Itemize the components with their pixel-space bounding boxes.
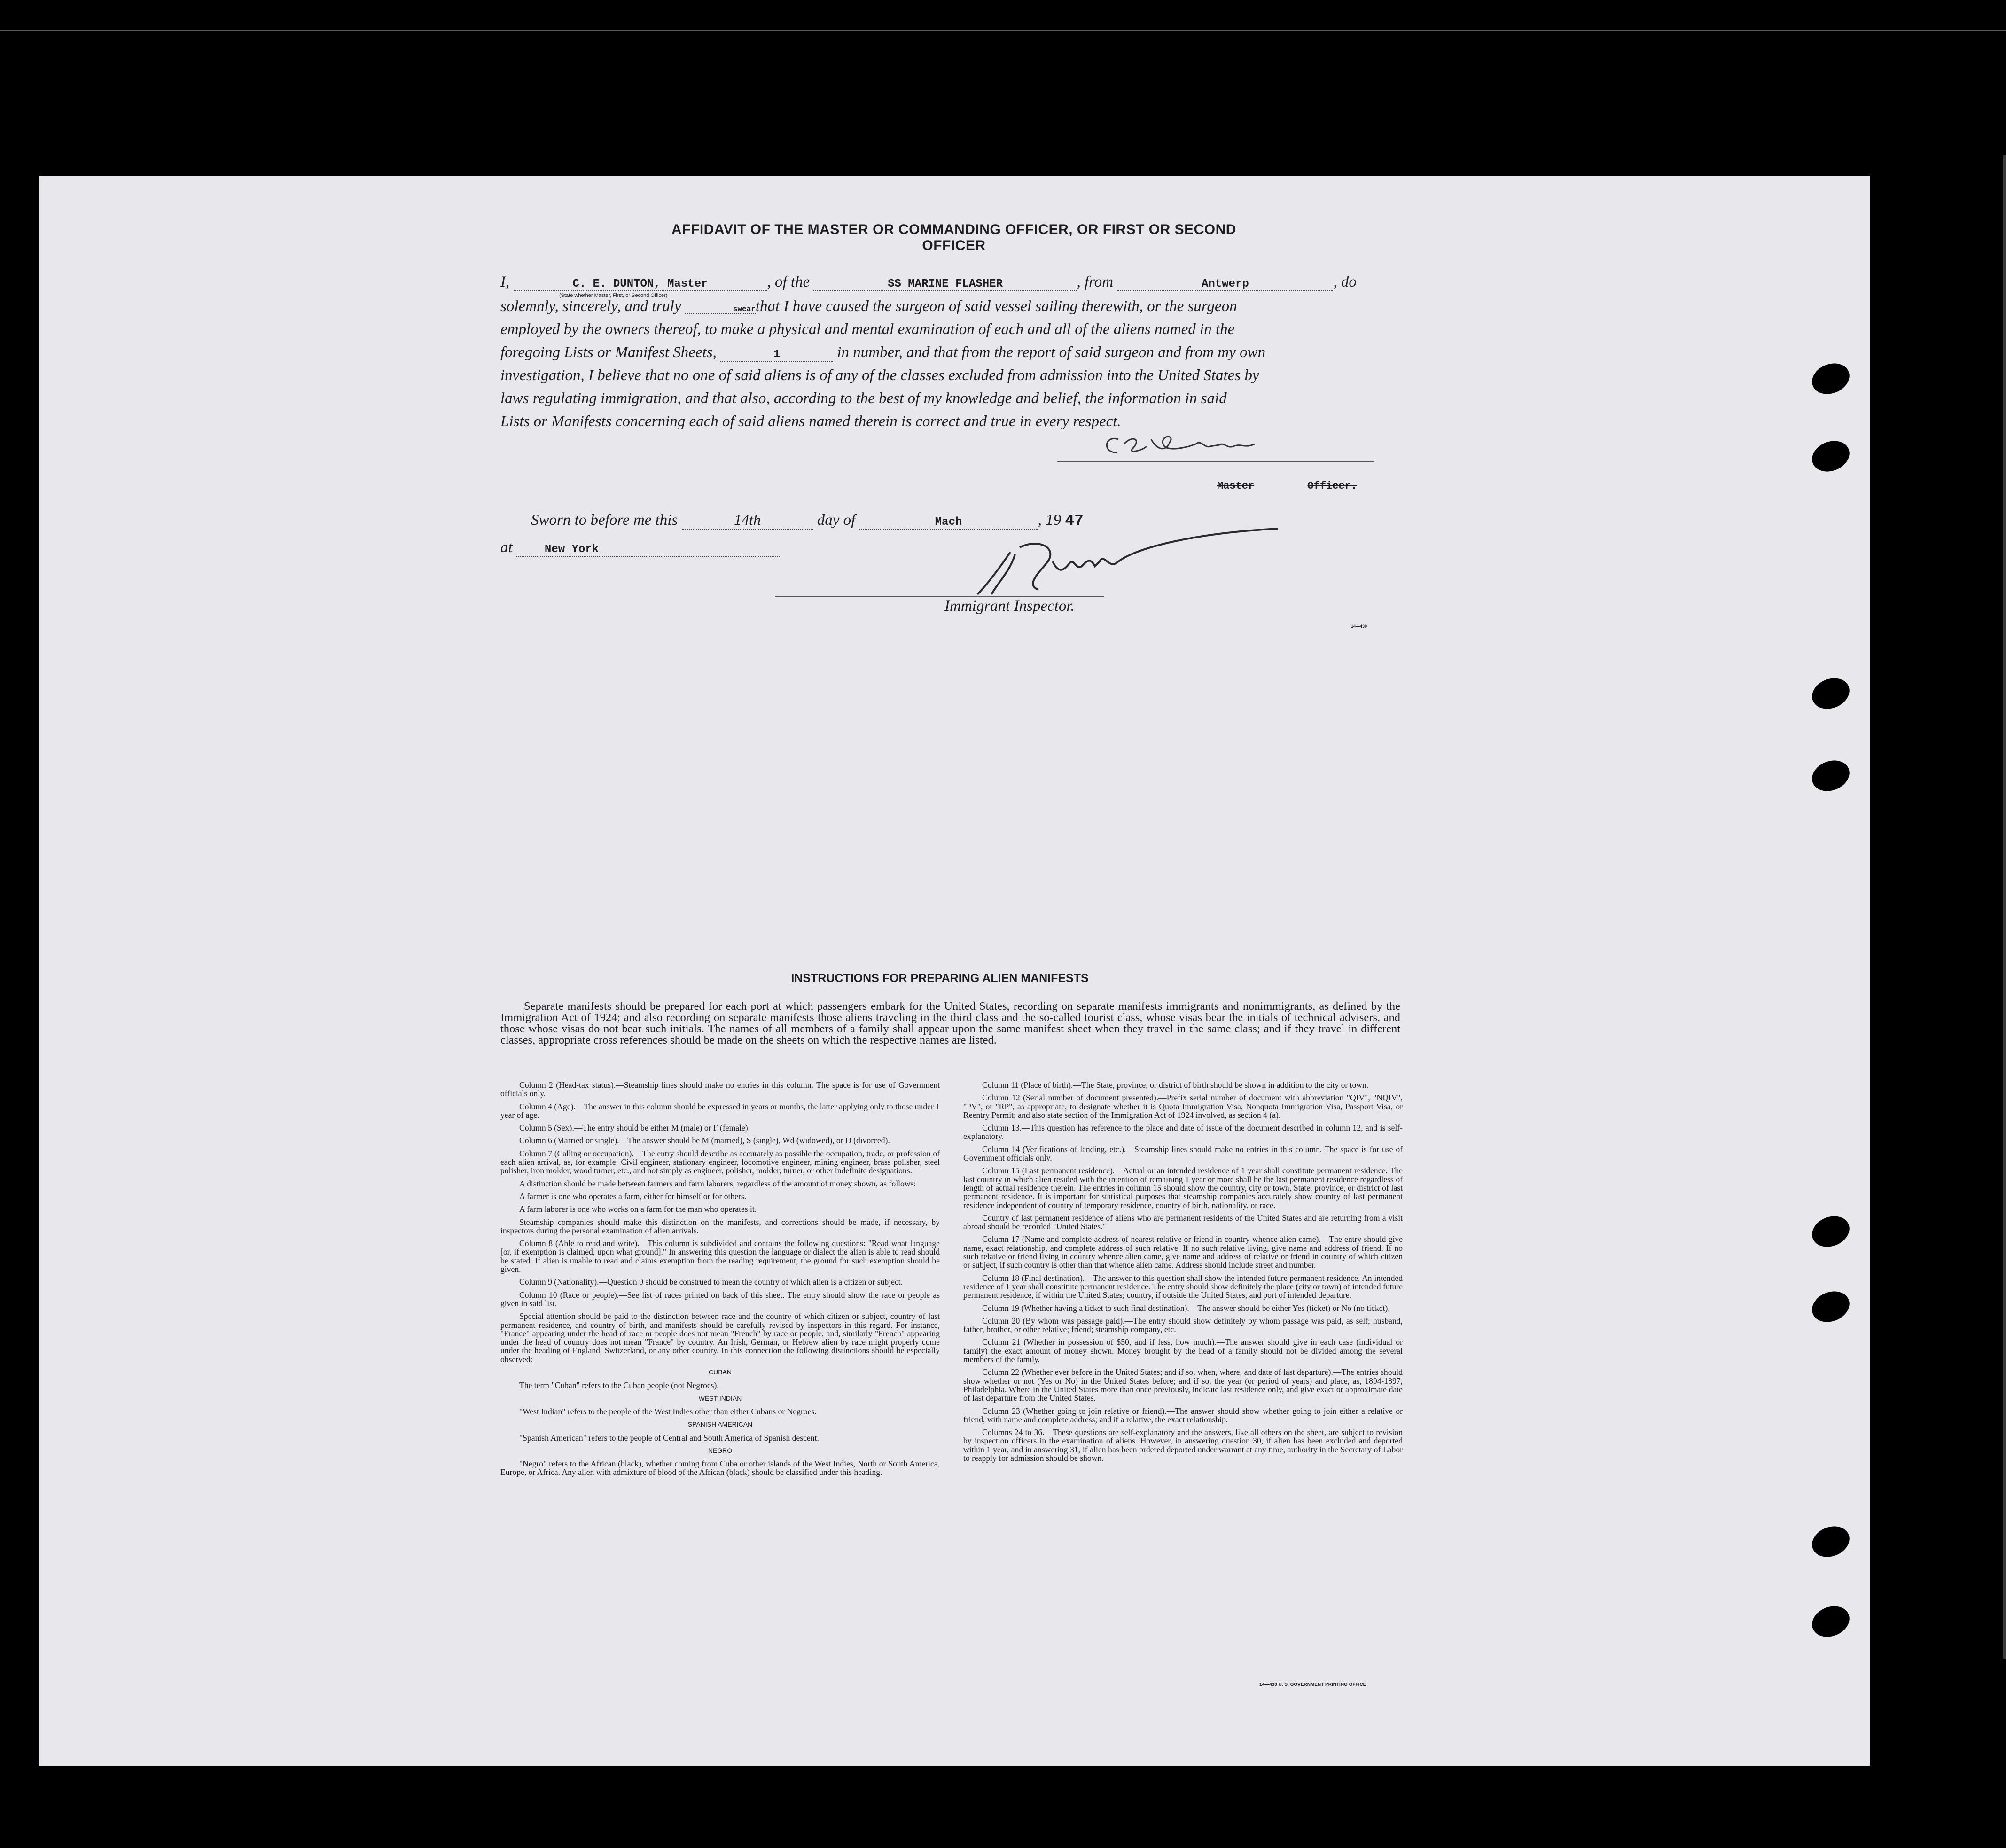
departure-port-field: Antwerp	[1117, 278, 1333, 291]
instruction-paragraph: Column 8 (Able to read and write).—This column is subdivided and contains the following questions: "Read what language [or, if exemption is claimed, upon what ground]." In answering this question the language or dialect the alien is able to read should be stated. If alien is unable to read and claims exemption from the reading requirement, the ground for such exemption should be given.	[500, 1239, 940, 1274]
instruction-paragraph: Column 13.—This question has reference to the place and date of issue of the document described in column 12, and is self-explanatory.	[963, 1123, 1403, 1141]
instruction-paragraph: "West Indian" refers to the people of the West Indies other than either Cubans or Negroes.	[519, 1406, 817, 1416]
instruction-paragraph: A farmer is one who operates a farm, either for himself or for others.	[519, 1191, 747, 1201]
vessel-name-field: SS MARINE FLASHER	[813, 278, 1077, 291]
oath-text: investigation, I believe that no one of said aliens is of any of the classes excluded from admission into the United States by	[500, 367, 1259, 384]
instructions-left-column	[500, 1081, 940, 1481]
oath-text: Lists or Manifests concerning each of said aliens named therein is correct and true in every respect.	[500, 413, 1121, 430]
instructions-intro: Separate manifests should be prepared for each port at which passengers embark for the United States, recording on separate manifests immigrants and nonimmigrants, as defined by the Immigration Act of 1924; and also recording on separate manifests those aliens traveling in the third class and the so-called tourist class, whose visas bear the initials of technical advisers, and those whose visas do not bear such initials. The names of all members of a family shall appear upon the same manifest sheet when they travel in the same class; and if they travel in different classes, appropriate cross references should be made on the sheets on which the respective names are listed.	[500, 1000, 1400, 1046]
inspector-label: Immigrant Inspector.	[944, 598, 1075, 615]
instruction-paragraph: Column 22 (Whether ever before in the United States; and if so, when, where, and date of last departure).—The entries should show whether or not (Yes or No) in the United States before; and if so, the year (or period of years) and place, as, 1894-1897, Philadelphia. Where in the United States more than once previously, indicate last residence only, and give exact or approximate date of last departure from the United States.	[963, 1367, 1403, 1403]
instruction-paragraph: Column 11 (Place of birth).—The State, province, or district of birth should be shown in addition to the city or town.	[982, 1080, 1369, 1090]
instruction-paragraph: Column 19 (Whether having a ticket to such final destination).—The answer should be either Yes (ticket) or No (no ticket).	[982, 1303, 1390, 1313]
swear-field: swear	[685, 305, 756, 314]
instruction-paragraph: Column 17 (Name and complete address of nearest relative or friend in country whence alien came).—The entry should give name, exact relationship, and complete address of such relative. If no such relative living, give name and address of friend. If no such relative or friend living in country whence alien came, give name and address of relative or friend in country of which citizen or subject, if such country is other than that whence alien came. Address should include street and number.	[963, 1234, 1403, 1270]
instruction-paragraph: Column 6 (Married or single).—The answer should be M (married), S (single), Wd (widowed), or D (divorced).	[519, 1136, 890, 1146]
instructions-right-column	[963, 1081, 1403, 1466]
oath-text: at	[500, 539, 513, 556]
instruction-paragraph: Column 18 (Final destination).—The answer to this question shall show the intended future permanent residence. An intended residence of 1 year shall constitute permanent residence. The entry should show definitely the place (city or town) of intended future permanent residence, if within the United States; country, if outside the United States, and port of intended departure.	[963, 1273, 1403, 1300]
officer-title	[1217, 480, 1357, 492]
section-heading: NEGRO	[708, 1446, 733, 1454]
oath-text: , do	[1333, 273, 1357, 290]
affidavit-title: AFFIDAVIT OF THE MASTER OR COMMANDING OFFICER, OR FIRST OR SECOND OFFICER	[671, 222, 1236, 253]
instruction-paragraph: Column 23 (Whether going to join relative or friend).—The answer should show whether going to join either a relative or friend, with name and complete address; and if a relative, the exact relationship.	[963, 1406, 1403, 1424]
officer-name-field: C. E. DUNTON, Master	[514, 278, 767, 291]
month-field: Mach	[859, 516, 1038, 530]
instruction-paragraph: Country of last permanent residence of aliens who are permanent residents of the United States and are returning from a visit abroad should be recorded "United States."	[963, 1213, 1403, 1232]
oath-text: , from	[1077, 273, 1114, 290]
instruction-paragraph: Column 12 (Serial number of document presented).—Prefix serial number of document with abbreviation "QIV", "NQIV", "PV", or "RP", as appropriate, to designate whether it is Quota Immigration Visa, Nonquota Immigration Visa, Passport Visa, or Reentry Permit; and also state section of the Immigration Act of 1924 involved, as section 4 (a).	[963, 1093, 1403, 1120]
instruction-paragraph: "Spanish American" refers to the people of Central and South America of Spanish descent.	[519, 1433, 819, 1443]
section-heading: WEST INDIAN	[698, 1394, 742, 1402]
section-heading: CUBAN	[708, 1368, 732, 1376]
instruction-paragraph: The term "Cuban" refers to the Cuban people (not Negroes).	[519, 1380, 719, 1390]
instructions-title: INSTRUCTIONS FOR PREPARING ALIEN MANIFESTS	[791, 972, 1089, 985]
section-heading: SPANISH AMERICAN	[687, 1420, 753, 1428]
affidavit-line-4	[500, 344, 1265, 362]
scanner-edge-right	[2003, 155, 2006, 1659]
oath-text: employed by the owners thereof, to make a physical and mental examination of each and all of the aliens named in the	[500, 321, 1235, 338]
title-master: Master	[1217, 480, 1255, 492]
instruction-paragraph: A farm laborer is one who works on a farm for the man who operates it.	[519, 1204, 757, 1214]
instruction-paragraph: Steamship companies should make this distinction on the manifests, and corrections should be made, if necessary, by inspectors during the personal examination of alien arrivals.	[500, 1217, 940, 1235]
instruction-paragraph: Column 9 (Nationality).—Question 9 should be construed to mean the country of which alien is a citizen or subject.	[519, 1277, 903, 1287]
instruction-paragraph: Column 21 (Whether in possession of $50, and if less, how much).—The answer should give in each case (individual or family) the exact amount of money shown. Money brought by the head of a family should not be divided among the several members of the family.	[963, 1337, 1403, 1365]
instruction-paragraph: Column 15 (Last permanent residence).—Actual or an intended residence of 1 year shall constitute permanent residence. The last country in which alien resided with the intention of remaining 1 year or more shall be the last permanent residence regardless of length of actual residence therein. The entries in column 15 should show the country, city or town, State, province, or district of last permanent residence. It is important for statistical purposes that steamship companies accurately show country of last permanent residence independent of country of temporary residence, country of birth, nationality, or race.	[963, 1166, 1403, 1210]
place-line	[500, 539, 780, 557]
form-code: 14—430	[1351, 624, 1367, 629]
instruction-paragraph: Column 2 (Head-tax status).—Steamship lines should make no entries in this column. The space is for use of Government officials only.	[500, 1080, 940, 1099]
instruction-paragraph: Special attention should be paid to the distinction between race and the country of which citizen or subject, country of last permanent residence, and country of birth, and manifests should be carefully revised by inspectors in this regard. For instance, "France" appearing under the head of race or people does not mean "French" by race or people, and, similarly "French" appearing under the head of country does not mean "France" by country. An Irish, German, or Hebrew alien by race might properly come under the heading of England, Switzerland, or any other country. In this connection the following distinctions should be especially observed:	[500, 1311, 940, 1364]
inspector-signature-line	[775, 596, 1104, 597]
oath-text: I,	[500, 273, 510, 290]
day-field: 14th	[682, 511, 813, 530]
master-signature-line	[1057, 461, 1374, 462]
oath-text: foregoing Lists or Manifest Sheets,	[500, 344, 717, 361]
oath-text: in number, and that from the report of said surgeon and from my own	[837, 344, 1266, 361]
affidavit-line-1	[500, 273, 1357, 291]
master-signature	[1100, 425, 1288, 463]
oath-text: solemnly, sincerely, and truly	[500, 298, 681, 315]
oath-text: Sworn to before me this	[531, 512, 678, 529]
oath-text: that I have caused the surgeon of said vessel sailing therewith, or the surgeon	[755, 298, 1237, 315]
instruction-paragraph: Column 7 (Calling or occupation).—The entry should describe as accurately as possible the occupation, trade, or profession of each alien arrival, as, for example: Civil engineer, stationary engineer, locomotive engineer, mining engineer, brass polisher, steel polisher, iron molder, wood turner, etc., and not simply as engineer, polisher, molder, turner, or other indefinite designations.	[500, 1148, 940, 1176]
instruction-paragraph: Column 20 (By whom was passage paid).—The entry should show definitely by whom passage was paid, as self; husband, father, brother, or other relative; friend; steamship company, etc.	[963, 1316, 1403, 1334]
place-field: New York	[516, 543, 780, 557]
oath-text: , 19	[1038, 512, 1062, 529]
inspector-signature	[959, 519, 1288, 599]
sheet-count-field: 1	[720, 348, 833, 362]
instruction-paragraph: Column 10 (Race or people).—See list of races printed on back of this sheet. The entry should show the race or people as given in said list.	[500, 1290, 940, 1308]
oath-text: day of	[817, 512, 856, 529]
printing-office-footer: 14—430 U. S. GOVERNMENT PRINTING OFFICE	[1259, 1682, 1366, 1687]
affidavit-line-2	[500, 298, 1237, 315]
oath-text: laws regulating immigration, and that also, according to the best of my knowledge and belief, the information in said	[500, 390, 1227, 407]
year-field: 47	[1065, 512, 1084, 530]
oath-text: , of the	[767, 273, 810, 290]
instruction-paragraph: Column 4 (Age).—The answer in this column should be expressed in years or months, the latter applying only to those under 1 year of age.	[500, 1101, 940, 1120]
officer-field-note: (State whether Master, First, or Second Officer)	[559, 293, 668, 298]
instruction-paragraph: A distinction should be made between farmers and farm laborers, regardless of the amount of money shown, as follows:	[519, 1178, 916, 1188]
instruction-paragraph: Column 5 (Sex).—The entry should be either M (male) or F (female).	[519, 1123, 750, 1133]
scanner-edge-line	[0, 30, 2006, 31]
title-officer: Officer.	[1307, 480, 1358, 492]
instruction-paragraph: "Negro" refers to the African (black), whether coming from Cuba or other islands of the West Indies, North or South America, Europe, or Africa. Any alien with admixture of blood of the African (black) should be classified under this heading.	[500, 1459, 940, 1477]
instruction-paragraph: Column 14 (Verifications of landing, etc.).—Steamship lines should make no entries in this column. The space is for use of Government officials only.	[963, 1144, 1403, 1163]
instruction-paragraph: Columns 24 to 36.—These questions are self-explanatory and the answers, like all others on the sheet, are subject to revision by inspection officers in the examination of aliens. However, in answering question 30, if alien has been excluded and deported within 1 year, and in answering 31, if alien has been ordered deported under warrant at any time, authority in the Secretary of Labor to reapply for admission should be shown.	[963, 1427, 1403, 1463]
